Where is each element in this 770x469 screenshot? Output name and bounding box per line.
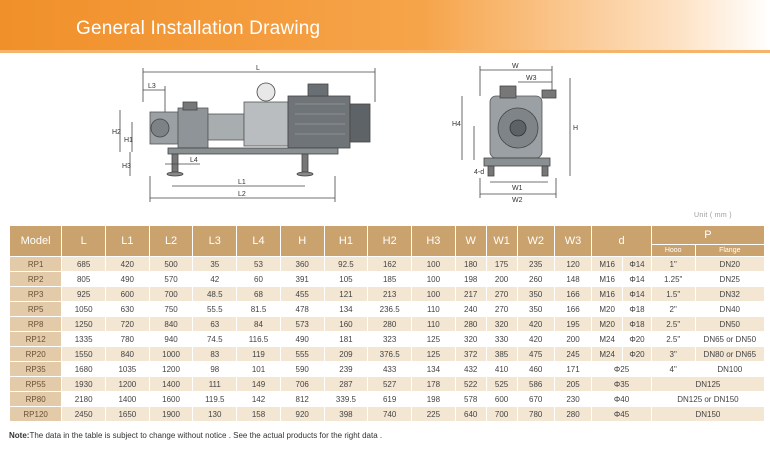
table-row [10, 332, 764, 346]
dim-H1-label: H1 [124, 137, 133, 144]
table-cell: 110 [412, 317, 455, 331]
table-cell: 158 [237, 407, 280, 421]
table-cell: 84 [237, 317, 280, 331]
table-cell: 180 [456, 257, 486, 271]
table-row [10, 392, 764, 406]
table-cell: 360 [281, 257, 324, 271]
table-cell: 181 [325, 332, 368, 346]
table-cell: 134 [412, 362, 455, 376]
table-cell: 270 [487, 302, 517, 316]
table-cell: 105 [325, 272, 368, 286]
table-cell: 2.5" [652, 332, 695, 346]
model-cell: RP5 [10, 302, 61, 316]
table-cell: Φ45 [592, 407, 651, 421]
table-cell: 320 [456, 332, 486, 346]
table-cell: 522 [456, 377, 486, 391]
table-cell: DN100 [696, 362, 764, 376]
page-title: General Installation Drawing [76, 18, 321, 39]
table-cell: 185 [368, 272, 411, 286]
header-L2: L2 [150, 226, 193, 256]
table-cell: 706 [281, 377, 324, 391]
table-cell: 2180 [62, 392, 105, 406]
table-cell: DN40 [696, 302, 764, 316]
table-cell: 1050 [62, 302, 105, 316]
table-cell: 260 [518, 272, 554, 286]
header-W: W [456, 226, 486, 256]
table-cell: 230 [555, 392, 591, 406]
table-cell: 420 [518, 317, 554, 331]
table-cell: 700 [150, 287, 193, 301]
table-cell: DN32 [696, 287, 764, 301]
table-row [10, 272, 764, 286]
table-cell: DN80 or DN65 [696, 347, 764, 361]
table-cell: 527 [368, 377, 411, 391]
table-cell: 68 [237, 287, 280, 301]
table-cell: M24 [592, 347, 622, 361]
model-cell: RP2 [10, 272, 61, 286]
header-d: d [592, 226, 651, 256]
table-cell: 149 [237, 377, 280, 391]
header-H2: H2 [368, 226, 411, 256]
table-cell: Φ20 [623, 332, 651, 346]
table-cell: Φ40 [592, 392, 651, 406]
table-cell: 525 [487, 377, 517, 391]
note-text: The data in the table is subject to change without notice . See the actual products for the right data . [29, 431, 383, 440]
table-row [10, 362, 764, 376]
table-cell: 750 [150, 302, 193, 316]
table-cell: 200 [487, 272, 517, 286]
table-cell: 280 [555, 407, 591, 421]
table-cell: 1200 [150, 362, 193, 376]
table-cell: Φ35 [592, 377, 651, 391]
model-cell: RP1 [10, 257, 61, 271]
table-cell: 121 [325, 287, 368, 301]
table-cell: 460 [518, 362, 554, 376]
table-row [10, 257, 764, 271]
dim-L2-label: L2 [238, 191, 246, 198]
table-cell: 619 [368, 392, 411, 406]
table-cell: 1.25" [652, 272, 695, 286]
table-cell: 2450 [62, 407, 105, 421]
header-L4: L4 [237, 226, 280, 256]
table-row [10, 317, 764, 331]
table-cell: DN65 or DN50 [696, 332, 764, 346]
table-cell: 198 [412, 392, 455, 406]
table-cell: Φ14 [623, 287, 651, 301]
table-cell: 455 [281, 287, 324, 301]
table-cell: 578 [456, 392, 486, 406]
table-cell: 840 [106, 347, 149, 361]
header-W3: W3 [555, 226, 591, 256]
table-cell: 60 [237, 272, 280, 286]
table-cell: Φ25 [592, 362, 651, 376]
table-cell: 63 [193, 317, 236, 331]
table-cell: 500 [150, 257, 193, 271]
table-cell: 685 [62, 257, 105, 271]
table-cell: 1400 [150, 377, 193, 391]
table-cell: 270 [487, 287, 517, 301]
table-cell: 573 [281, 317, 324, 331]
dim-L3-label: L3 [148, 83, 156, 90]
table-cell: 630 [106, 302, 149, 316]
header-model: Model [10, 226, 61, 256]
table-cell: 160 [325, 317, 368, 331]
dim-H3-label: H3 [122, 163, 131, 170]
table-cell: Φ18 [623, 317, 651, 331]
installation-drawings [0, 56, 770, 211]
table-cell: 3" [652, 347, 695, 361]
table-cell: 478 [281, 302, 324, 316]
header-L3: L3 [193, 226, 236, 256]
header-H3: H3 [412, 226, 455, 256]
table-cell: 323 [368, 332, 411, 346]
table-cell: 720 [106, 317, 149, 331]
table-cell: 120 [555, 257, 591, 271]
table-cell: 1550 [62, 347, 105, 361]
table-cell: 1900 [150, 407, 193, 421]
table-row [10, 347, 764, 361]
header-underline [0, 50, 770, 53]
table-cell: 339.5 [325, 392, 368, 406]
table-cell: DN125 [652, 377, 764, 391]
table-cell: 239 [325, 362, 368, 376]
table-cell: M16 [592, 272, 622, 286]
table-cell: 350 [518, 287, 554, 301]
table-cell: M16 [592, 257, 622, 271]
front-view-drawing [462, 66, 570, 198]
header-W2: W2 [518, 226, 554, 256]
table-cell: 555 [281, 347, 324, 361]
footnote [9, 431, 382, 440]
model-cell: RP80 [10, 392, 61, 406]
table-cell: M20 [592, 302, 622, 316]
dim-W1-label: W1 [512, 185, 523, 192]
table-cell: 2" [652, 302, 695, 316]
table-cell: 780 [106, 332, 149, 346]
table-cell: 166 [555, 302, 591, 316]
table-cell: Φ18 [623, 302, 651, 316]
table-cell: 1" [652, 257, 695, 271]
table-cell: 1680 [62, 362, 105, 376]
model-cell: RP12 [10, 332, 61, 346]
table-cell: M16 [592, 287, 622, 301]
header-H1: H1 [325, 226, 368, 256]
table-cell: 287 [325, 377, 368, 391]
unit-label: Unit ( mm ) [694, 212, 732, 219]
table-cell: 101 [237, 362, 280, 376]
table-cell: DN150 [652, 407, 764, 421]
table-cell: 100 [412, 272, 455, 286]
table-cell: 42 [193, 272, 236, 286]
table-cell: 280 [368, 317, 411, 331]
dim-L1-label: L1 [238, 179, 246, 186]
table-cell: 1000 [150, 347, 193, 361]
dim-L4-label: L4 [190, 157, 198, 164]
dim-4d-label: 4-d [474, 169, 485, 176]
table-cell: 81.5 [237, 302, 280, 316]
table-cell: 236.5 [368, 302, 411, 316]
header-L: L [62, 226, 105, 256]
table-cell: 48.5 [193, 287, 236, 301]
table-cell: 100 [412, 257, 455, 271]
table-cell: 420 [106, 257, 149, 271]
table-cell: 1650 [106, 407, 149, 421]
dim-W3-label: W3 [526, 75, 537, 82]
table-cell: Φ14 [623, 257, 651, 271]
table-cell: 1.5" [652, 287, 695, 301]
table-cell: 4" [652, 362, 695, 376]
table-row [10, 407, 764, 421]
table-cell: DN25 [696, 272, 764, 286]
table-cell: 840 [150, 317, 193, 331]
table-cell: 245 [555, 347, 591, 361]
table-cell: 350 [518, 302, 554, 316]
table-cell: 805 [62, 272, 105, 286]
table-cell: 1930 [62, 377, 105, 391]
table-cell: 98 [193, 362, 236, 376]
table-cell: 570 [150, 272, 193, 286]
table-cell: DN50 [696, 317, 764, 331]
header-L1: L1 [106, 226, 149, 256]
table-cell: 1250 [62, 317, 105, 331]
table-cell: 217 [456, 287, 486, 301]
table-cell: 700 [487, 407, 517, 421]
table-cell: 125 [412, 332, 455, 346]
table-cell: 330 [487, 332, 517, 346]
table-cell: 130 [193, 407, 236, 421]
table-cell: 1600 [150, 392, 193, 406]
header-flange: Flange [696, 245, 764, 256]
table-cell: 198 [456, 272, 486, 286]
table-cell: 92.5 [325, 257, 368, 271]
table-cell: 475 [518, 347, 554, 361]
table-cell: 213 [368, 287, 411, 301]
model-cell: RP8 [10, 317, 61, 331]
table-cell: 280 [456, 317, 486, 331]
header-P: P [652, 226, 764, 244]
dim-W2-label: W2 [512, 197, 523, 204]
table-cell: 209 [325, 347, 368, 361]
table-cell: 166 [555, 287, 591, 301]
table-cell: 225 [412, 407, 455, 421]
table-cell: 55.5 [193, 302, 236, 316]
table-cell: 420 [518, 332, 554, 346]
table-cell: Φ14 [623, 272, 651, 286]
table-cell: 925 [62, 287, 105, 301]
table-cell: 235 [518, 257, 554, 271]
table-cell: 162 [368, 257, 411, 271]
table-cell: 178 [412, 377, 455, 391]
table-cell: 195 [555, 317, 591, 331]
table-cell: 148 [555, 272, 591, 286]
table-cell: 640 [456, 407, 486, 421]
table-cell: 372 [456, 347, 486, 361]
table-cell: 35 [193, 257, 236, 271]
table-cell: 200 [555, 332, 591, 346]
dim-H2-label: H2 [112, 129, 121, 136]
table-cell: 119.5 [193, 392, 236, 406]
table-cell: 432 [456, 362, 486, 376]
dim-L-label: L [256, 65, 260, 72]
table-cell: 171 [555, 362, 591, 376]
table-cell: 600 [487, 392, 517, 406]
table-cell: 490 [106, 272, 149, 286]
table-cell: M20 [592, 317, 622, 331]
table-cell: 1200 [106, 377, 149, 391]
table-cell: 920 [281, 407, 324, 421]
table-cell: 116.5 [237, 332, 280, 346]
table-cell: 490 [281, 332, 324, 346]
table-cell: 100 [412, 287, 455, 301]
table-cell: 740 [368, 407, 411, 421]
header-hooo: Hooo [652, 245, 695, 256]
table-cell: Φ20 [623, 347, 651, 361]
table-cell: 125 [412, 347, 455, 361]
table-cell: 1035 [106, 362, 149, 376]
table-cell: 590 [281, 362, 324, 376]
specification-table [9, 225, 765, 422]
table-cell: DN125 or DN150 [652, 392, 764, 406]
table-row [10, 377, 764, 391]
dim-H-label: H [573, 125, 579, 132]
table-cell: 410 [487, 362, 517, 376]
table-cell: 175 [487, 257, 517, 271]
table-cell: 1400 [106, 392, 149, 406]
dim-H4-label: H4 [452, 121, 461, 128]
table-cell: 376.5 [368, 347, 411, 361]
model-cell: RP20 [10, 347, 61, 361]
table-cell: 433 [368, 362, 411, 376]
table-row [10, 302, 764, 316]
table-cell: 119 [237, 347, 280, 361]
table-cell: 586 [518, 377, 554, 391]
table-cell: 74.5 [193, 332, 236, 346]
header-W1: W1 [487, 226, 517, 256]
model-cell: RP35 [10, 362, 61, 376]
note-label: Note: [9, 431, 30, 440]
header-H: H [281, 226, 324, 256]
table-row [10, 287, 764, 301]
table-cell: M24 [592, 332, 622, 346]
table-cell: 391 [281, 272, 324, 286]
table-cell: 110 [412, 302, 455, 316]
table-cell: 240 [456, 302, 486, 316]
table-cell: 111 [193, 377, 236, 391]
table-cell: 670 [518, 392, 554, 406]
model-cell: RP120 [10, 407, 61, 421]
table-cell: 53 [237, 257, 280, 271]
model-cell: RP55 [10, 377, 61, 391]
table-cell: 142 [237, 392, 280, 406]
table-cell: 320 [487, 317, 517, 331]
table-cell: 812 [281, 392, 324, 406]
table-cell: 205 [555, 377, 591, 391]
table-cell: 134 [325, 302, 368, 316]
model-cell: RP3 [10, 287, 61, 301]
table-cell: 2.5" [652, 317, 695, 331]
table-cell: 398 [325, 407, 368, 421]
table-cell: 1335 [62, 332, 105, 346]
table-cell: 385 [487, 347, 517, 361]
dim-W-label: W [512, 63, 519, 70]
table-cell: 600 [106, 287, 149, 301]
table-cell: 940 [150, 332, 193, 346]
table-cell: 83 [193, 347, 236, 361]
table-cell: 780 [518, 407, 554, 421]
table-cell: DN20 [696, 257, 764, 271]
side-view-drawing [120, 68, 375, 202]
